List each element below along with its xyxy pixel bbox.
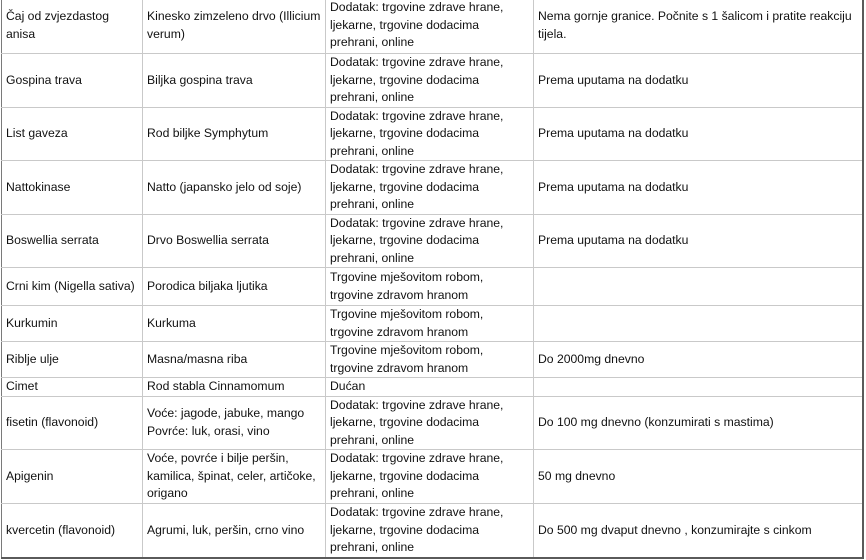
cell-name[interactable]: Boswellia serrata <box>2 214 143 268</box>
cell-source[interactable]: Voće: jagode, jabuke, mango Povrće: luk, orasi, vino <box>143 396 326 450</box>
cell-dosage[interactable]: Prema uputama na dodatku <box>534 161 863 215</box>
cell-name[interactable]: Riblje ulje <box>2 342 143 378</box>
cell-dosage[interactable]: Do 100 mg dnevno (konzumirati s mastima) <box>534 396 863 450</box>
table-row <box>2 268 863 306</box>
cell-name[interactable]: Kurkumin <box>2 306 143 342</box>
cell-source[interactable]: Agrumi, luk, peršin, crno vino <box>143 504 326 558</box>
cell-source[interactable]: Voće, povrće i bilje peršin, kamilica, špinat, celer, artičoke, origano <box>143 450 326 504</box>
table-row <box>2 107 863 161</box>
cell-availability[interactable]: Dućan <box>326 378 534 397</box>
cell-source[interactable]: Drvo Boswellia serrata <box>143 214 326 268</box>
cell-source[interactable]: Natto (japansko jelo od soje) <box>143 161 326 215</box>
cell-availability[interactable]: Dodatak: trgovine zdrave hrane, ljekarne, trgovine dodacima prehrani, online <box>326 450 534 504</box>
cell-name[interactable]: Nattokinase <box>2 161 143 215</box>
cell-availability[interactable]: Dodatak: trgovine zdrave hrane, ljekarne, trgovine dodacima prehrani, online <box>326 161 534 215</box>
cell-source[interactable]: Rod biljke Symphytum <box>143 107 326 161</box>
cell-dosage[interactable] <box>534 306 863 342</box>
table-row <box>2 378 863 397</box>
cell-source[interactable]: Kurkuma <box>143 306 326 342</box>
cell-availability[interactable]: Trgovine mješovitom robom, trgovine zdravom hranom <box>326 306 534 342</box>
cell-dosage[interactable] <box>534 268 863 306</box>
cell-name[interactable]: Crni kim (Nigella sativa) <box>2 268 143 306</box>
cell-name[interactable]: Apigenin <box>2 450 143 504</box>
table-row <box>2 214 863 268</box>
cell-source[interactable]: Kinesko zimzeleno drvo (Illicium verum) <box>143 0 326 54</box>
table-row <box>2 0 863 54</box>
cell-dosage[interactable]: Nema gornje granice. Počnite s 1 šalicom i pratite reakciju tijela. <box>534 0 863 54</box>
cell-name[interactable]: Cimet <box>2 378 143 397</box>
cell-dosage[interactable]: Prema uputama na dodatku <box>534 54 863 108</box>
cell-availability[interactable]: Trgovine mješovitom robom, trgovine zdravom hranom <box>326 268 534 306</box>
cell-dosage[interactable]: Prema uputama na dodatku <box>534 214 863 268</box>
table-row <box>2 396 863 450</box>
cell-name[interactable]: Gospina trava <box>2 54 143 108</box>
cell-source[interactable]: Rod stabla Cinnamomum <box>143 378 326 397</box>
cell-availability[interactable]: Dodatak: trgovine zdrave hrane, ljekarne, trgovine dodacima prehrani, online <box>326 396 534 450</box>
cell-source[interactable]: Biljka gospina trava <box>143 54 326 108</box>
cell-availability[interactable]: Dodatak: trgovine zdrave hrane, ljekarne, trgovine dodacima prehrani, online <box>326 107 534 161</box>
table-row <box>2 342 863 378</box>
cell-dosage[interactable]: Do 500 mg dvaput dnevno , konzumirajte s cinkom <box>534 504 863 558</box>
cell-name[interactable]: fisetin (flavonoid) <box>2 396 143 450</box>
table-row <box>2 504 863 558</box>
table-row <box>2 54 863 108</box>
cell-name[interactable]: Čaj od zvjezdastog anisa <box>2 0 143 54</box>
cell-dosage[interactable] <box>534 378 863 397</box>
cell-name[interactable]: kvercetin (flavonoid) <box>2 504 143 558</box>
cell-availability[interactable]: Trgovine mješovitom robom, trgovine zdravom hranom <box>326 342 534 378</box>
table-row <box>2 161 863 215</box>
table-row <box>2 306 863 342</box>
cell-availability[interactable]: Dodatak: trgovine zdrave hrane, ljekarne, trgovine dodacima prehrani, online <box>326 0 534 54</box>
supplements-table <box>1 0 864 559</box>
cell-availability[interactable]: Dodatak: trgovine zdrave hrane, ljekarne, trgovine dodacima prehrani, online <box>326 504 534 558</box>
cell-dosage[interactable]: Do 2000mg dnevno <box>534 342 863 378</box>
cell-availability[interactable]: Dodatak: trgovine zdrave hrane, ljekarne, trgovine dodacima prehrani, online <box>326 54 534 108</box>
cell-name[interactable]: List gaveza <box>2 107 143 161</box>
table-row <box>2 450 863 504</box>
cell-source[interactable]: Porodica biljaka ljutika <box>143 268 326 306</box>
cell-dosage[interactable]: 50 mg dnevno <box>534 450 863 504</box>
cell-availability[interactable]: Dodatak: trgovine zdrave hrane, ljekarne, trgovine dodacima prehrani, online <box>326 214 534 268</box>
cell-source[interactable]: Masna/masna riba <box>143 342 326 378</box>
cell-dosage[interactable]: Prema uputama na dodatku <box>534 107 863 161</box>
